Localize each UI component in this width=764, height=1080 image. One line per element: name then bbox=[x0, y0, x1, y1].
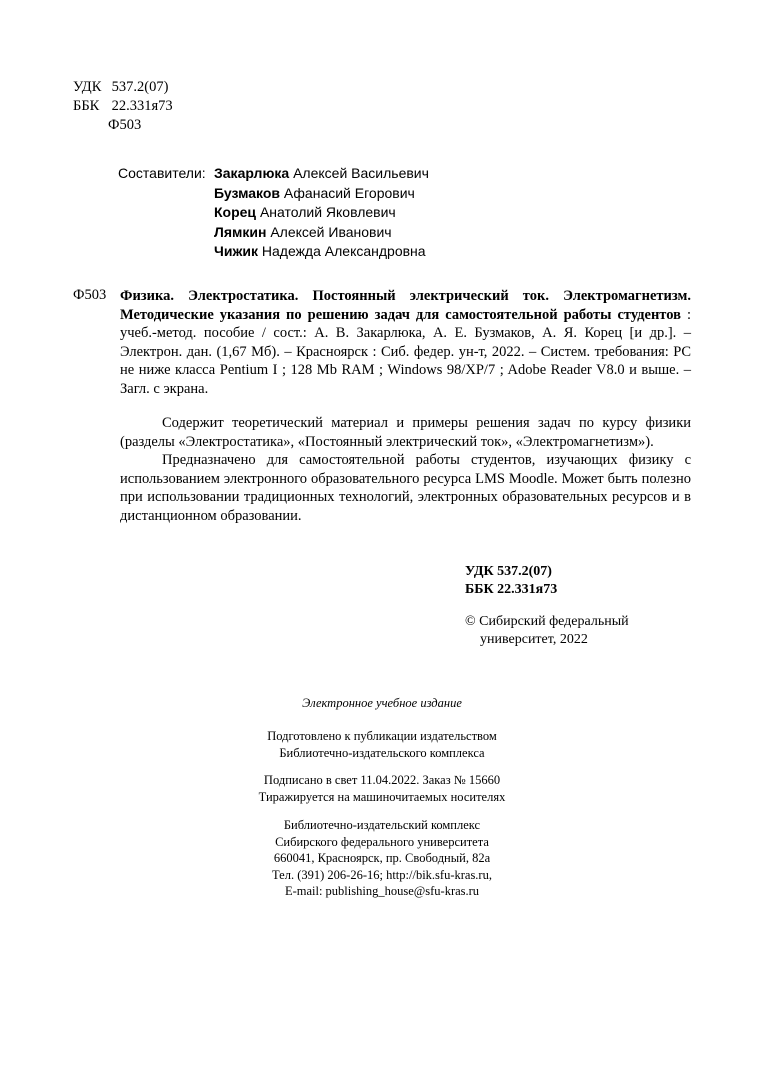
imprint-line: E-mail: publishing_house@sfu-kras.ru bbox=[284, 884, 480, 898]
compiler-row bbox=[118, 223, 429, 243]
imprint-line: Библиотечно-издательского комплекса bbox=[279, 745, 485, 760]
udk-label: УДК bbox=[73, 79, 102, 95]
compiler-name: Алексей Васильевич bbox=[293, 165, 429, 181]
bibliographic-description bbox=[120, 287, 691, 398]
bbk-code: ББК 22.331я73 bbox=[465, 581, 558, 597]
annotation-paragraph: Содержит теоретический материал и примеры решения задач по курсу физики (разделы «Электростатика», «Постоянный электрический ток», «Электромагнетизм»). bbox=[120, 415, 691, 450]
compiler-row bbox=[118, 184, 429, 204]
compiler-surname: Чижик bbox=[214, 243, 258, 259]
author-mark: Ф503 bbox=[108, 117, 142, 133]
compiler-name: Алексей Иванович bbox=[270, 223, 392, 240]
bbk-row bbox=[73, 97, 173, 116]
imprint-line: Сибирского федерального университета bbox=[275, 834, 489, 849]
compiler-surname: Бузмаков bbox=[214, 184, 281, 201]
imprint-line: Тиражируется на машиночитаемых носителях bbox=[258, 789, 506, 804]
annotation-paragraph: Предназначено для самостоятельной работы студентов, изучающих физику с использованием электронного образовательного ресурса LMS Moodle. Может быть полезно при использовании традиционных технологий, электронных образовательных ресурсов и в дистанционном образовании. bbox=[120, 452, 691, 524]
bbk-value: 22.331я73 bbox=[111, 98, 173, 114]
compiler-surname: Лямкин bbox=[214, 223, 267, 240]
udk-row bbox=[73, 78, 173, 97]
annotation bbox=[120, 414, 691, 525]
edition-type-text: Электронное учебное издание bbox=[302, 696, 462, 710]
copyright-line: © Сибирский федеральный bbox=[465, 614, 629, 629]
signed-info bbox=[0, 772, 764, 805]
bibliographic-details: : учеб.-метод. пособие / сост.: А. В. Закарлюка, А. Е. Бузмаков, А. Я. Корец [и др.]. – Электрон. дан. (1,67 Мб). – Красноярск : Сиб. федер. ун-т, 2022. – Систем. требования: PC не ниже класса Pentium I ; 128 Mb RAM ; Windows 98/XP/7 ; Adobe Reader V8.0 и выше. – Загл. с экрана. bbox=[120, 306, 691, 397]
udk-value: 537.2(07) bbox=[111, 79, 169, 95]
compiler-name: Анатолий Яковлевич bbox=[259, 204, 396, 220]
imprint-line: Подписано в свет 11.04.2022. Заказ № 15660 bbox=[263, 773, 501, 787]
copyright bbox=[465, 613, 629, 649]
bibliographic-author-mark: Ф503 bbox=[73, 287, 107, 303]
compiler-row bbox=[118, 242, 429, 262]
copyright-line: университет, 2022 bbox=[480, 632, 588, 647]
book-title: Физика. Электростатика. Постоянный электрический ток. Электромагнетизм. Методические указания по решению задач для самостоятельной работы студентов bbox=[120, 288, 691, 323]
compiler-surname: Закарлюка bbox=[214, 165, 290, 181]
imprint-line: Библиотечно-издательский комплекс bbox=[283, 818, 481, 832]
imprint-line: 660041, Красноярск, пр. Свободный, 82а bbox=[273, 851, 491, 865]
prepared-by bbox=[0, 728, 764, 761]
compiler-row bbox=[118, 164, 429, 184]
compiler-name: Афанасий Егорович bbox=[283, 184, 415, 201]
imprint-line: Тел. (391) 206-26-16; http://bik.sfu-kras.ru, bbox=[272, 867, 492, 882]
compilers-label: Составители: bbox=[118, 165, 206, 181]
udk-code: УДК 537.2(07) bbox=[465, 564, 552, 579]
bbk-label: ББК bbox=[73, 98, 100, 114]
classification-codes bbox=[73, 78, 173, 135]
imprint-line: Подготовлено к публикации издательством bbox=[267, 729, 497, 743]
publisher-info bbox=[0, 817, 764, 900]
codes-right bbox=[465, 563, 557, 598]
edition-type bbox=[0, 695, 764, 712]
compilers-block bbox=[118, 164, 429, 262]
compiler-surname: Корец bbox=[214, 204, 257, 220]
compiler-row bbox=[118, 203, 429, 223]
compiler-name: Надежда Александровна bbox=[261, 243, 426, 259]
